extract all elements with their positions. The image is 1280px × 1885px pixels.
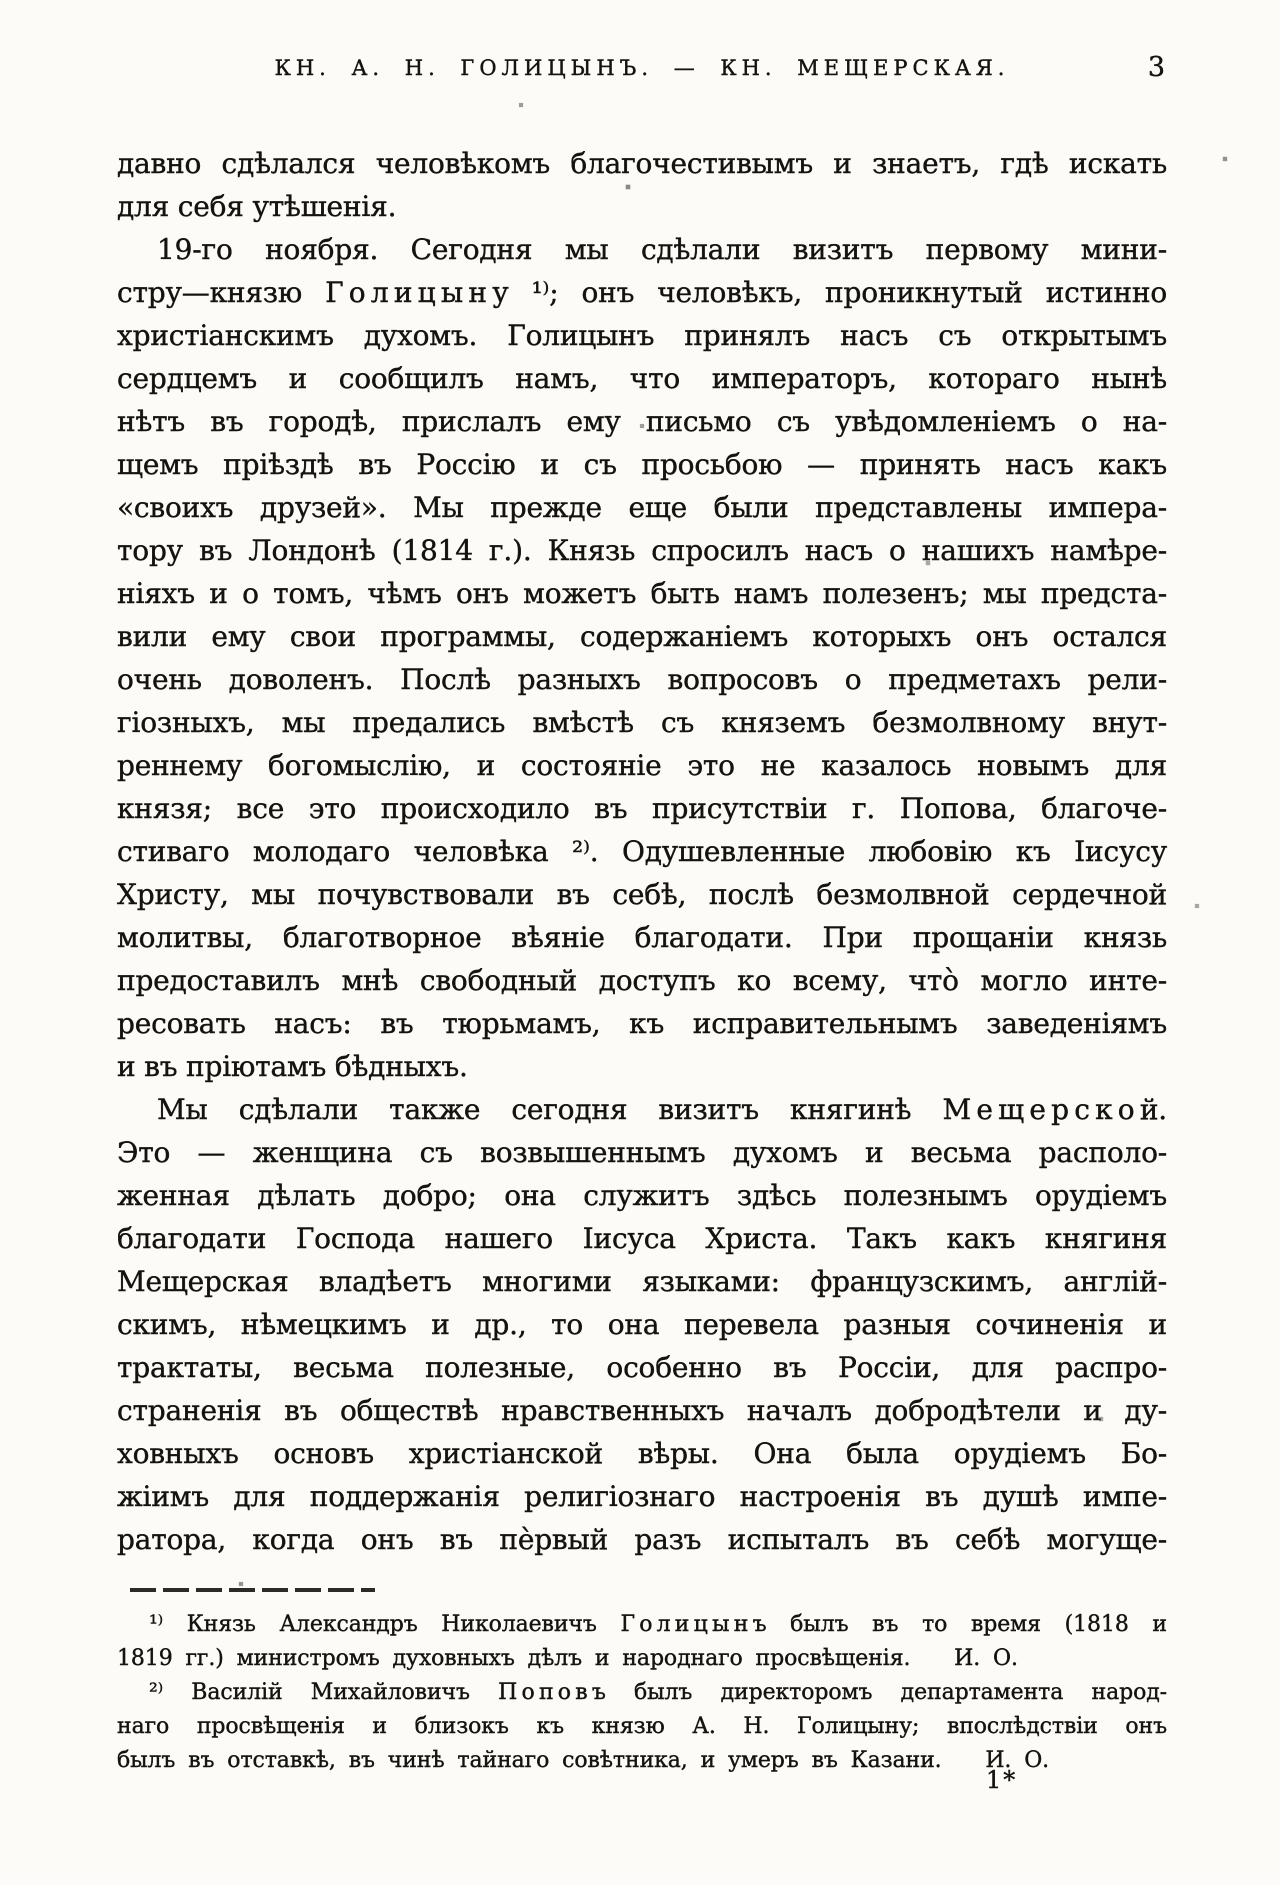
page-header xyxy=(117,52,1167,90)
scan-specks xyxy=(0,0,2,2)
text-line: Это — женщина съ возвышеннымъ духомъ и весьма располо- xyxy=(117,1136,1167,1169)
page-number: 3 xyxy=(1147,52,1165,83)
text-line: ховныхъ основъ христіанской вѣры. Она была орудіемъ Бо- xyxy=(117,1437,1167,1470)
text-line: реннему богомыслію, и состояніе это не казалось новымъ для xyxy=(117,749,1167,782)
text-line: жіимъ для поддержанія религіознаго настроенія въ душѣ импе- xyxy=(117,1480,1167,1513)
running-title: КН. А. Н. ГОЛИЦЫНЪ. — КН. МЕЩЕРСКАЯ. xyxy=(274,56,1010,80)
text-line: благодати Господа нашего Іисуса Христа. Такъ какъ княгиня xyxy=(117,1222,1167,1255)
text-line: очень доволенъ. Послѣ разныхъ вопросовъ о предметахъ рели- xyxy=(117,663,1167,696)
footnotes xyxy=(117,1608,1167,1778)
text-line: трактаты, весьма полезные, особенно въ Россіи, для распро- xyxy=(117,1351,1167,1384)
text-line: давно сдѣлался человѣкомъ благочестивымъ и знаетъ, гдѣ искать xyxy=(117,147,1167,180)
text-line: и въ пріютамъ бѣдныхъ. xyxy=(117,1050,468,1083)
text-line: гіозныхъ, мы предались вмѣстѣ съ княземъ безмолвному внут- xyxy=(117,706,1167,739)
text-line: Мещерская владѣетъ многими языками: французскимъ, англій- xyxy=(117,1265,1167,1298)
text-line: ратора, когда онъ въ пѐрвый разъ испыталъ въ себѣ могуще- xyxy=(117,1523,1167,1556)
text-line: ²⁾ Василій Михайловичъ П о п о в ъ былъ директоромъ департамента народ- xyxy=(149,1680,1167,1705)
text-line: вили ему свои программы, содержаніемъ которыхъ онъ остался xyxy=(117,620,1167,653)
text-line: былъ въ отставкѣ, въ чинѣ тайнаго совѣтника, и умеръ въ Казани. И. О. xyxy=(117,1748,1050,1773)
text-line: стиваго молодаго человѣка ²⁾. Одушевленные любовію къ Іисусу xyxy=(117,835,1167,868)
text-line: скимъ, нѣмецкимъ и др., то она перевела разныя сочиненія и xyxy=(117,1308,1167,1341)
text-line: для себя утѣшенія. xyxy=(117,190,397,223)
text-line: стру—князю Г о л и ц ы н у ¹⁾; онъ человѣкъ, проникнутый истинно xyxy=(117,276,1167,309)
text-line: нѣтъ въ городѣ, прислалъ ему письмо съ увѣдомленіемъ о на- xyxy=(117,405,1167,438)
text-line: страненія въ обществѣ нравственныхъ началъ добродѣтели и ду- xyxy=(117,1394,1167,1427)
text-line: Христу, мы почувствовали въ себѣ, послѣ безмолвной сердечной xyxy=(117,878,1167,911)
text-line: христіанскимъ духомъ. Голицынъ принялъ насъ съ открытымъ xyxy=(117,319,1167,352)
text-line: щемъ пріѣздѣ въ Россію и съ просьбою — принять насъ какъ xyxy=(117,448,1167,481)
footnote-separator xyxy=(130,1588,375,1592)
text-line: 1819 гг.) министромъ духовныхъ дѣлъ и народнаго просвѣщенія. И. О. xyxy=(117,1646,1018,1671)
text-line: сердцемъ и сообщилъ намъ, что императоръ, котораго нынѣ xyxy=(117,362,1167,395)
text-line: тору въ Лондонѣ (1814 г.). Князь спросилъ насъ о нашихъ намѣре- xyxy=(117,534,1167,567)
text-line: Мы сдѣлали также сегодня визитъ княгинѣ М е щ е р с к о й. xyxy=(157,1093,1167,1126)
text-line: князя; все это происходило въ присутствіи г. Попова, благоче- xyxy=(117,792,1167,825)
text-line: молитвы, благотворное вѣяніе благодати. При прощаніи князь xyxy=(117,921,1167,954)
text-line: «своихъ друзей». Мы прежде еще были представлены импера- xyxy=(117,491,1167,524)
text-line: 19-го ноября. Сегодня мы сдѣлали визитъ первому мини- xyxy=(157,233,1167,266)
text-line: ресовать насъ: въ тюрьмамъ, къ исправительнымъ заведеніямъ xyxy=(117,1007,1167,1040)
text-line: наго просвѣщенія и близокъ къ князю А. Н. Голицыну; впослѣдствіи онъ xyxy=(117,1714,1167,1739)
text-line: ¹⁾ Князь Александръ Николаевичъ Г о л и ц ы н ъ былъ въ то время (1818 и xyxy=(149,1612,1167,1637)
body-text xyxy=(117,142,1167,1561)
signature-mark: 1* xyxy=(986,1766,1018,1794)
text-line: предоставилъ мнѣ свободный доступъ ко всему, что̀ могло инте- xyxy=(117,964,1167,997)
text-line: женная дѣлать добро; она служитъ здѣсь полезнымъ орудіемъ xyxy=(117,1179,1167,1212)
text-line: ніяхъ и о томъ, чѣмъ онъ можетъ быть намъ полезенъ; мы предста- xyxy=(117,577,1167,610)
